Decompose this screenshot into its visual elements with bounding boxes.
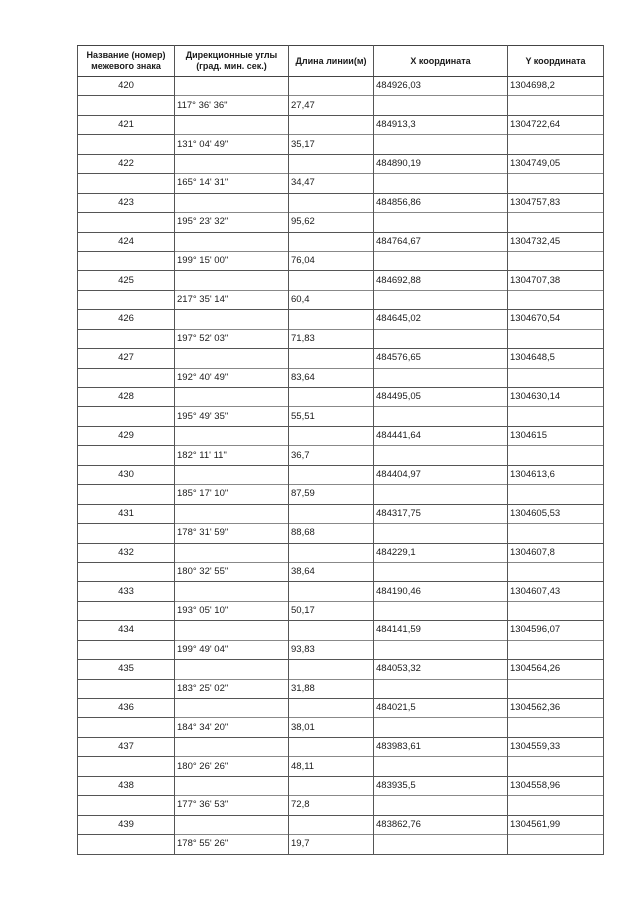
direction-angle: 131° 04' 49" bbox=[175, 135, 289, 154]
table-row bbox=[78, 601, 604, 620]
direction-angle: 177° 36' 53" bbox=[175, 796, 289, 815]
empty-cell bbox=[374, 718, 508, 737]
empty-cell bbox=[508, 796, 604, 815]
empty-cell bbox=[175, 154, 289, 173]
empty-cell bbox=[289, 543, 374, 562]
table-row bbox=[78, 737, 604, 756]
direction-angle: 117° 36' 36" bbox=[175, 96, 289, 115]
point-name: 434 bbox=[78, 621, 175, 640]
table-row bbox=[78, 524, 604, 543]
empty-cell bbox=[175, 543, 289, 562]
empty-cell bbox=[175, 271, 289, 290]
line-length: 93,83 bbox=[289, 640, 374, 659]
direction-angle: 180° 26' 26" bbox=[175, 757, 289, 776]
empty-cell bbox=[374, 407, 508, 426]
x-coordinate: 484404,97 bbox=[374, 465, 508, 484]
point-name: 437 bbox=[78, 737, 175, 756]
empty-cell bbox=[289, 737, 374, 756]
empty-cell bbox=[289, 154, 374, 173]
x-coordinate: 484692,88 bbox=[374, 271, 508, 290]
empty-cell bbox=[175, 232, 289, 251]
table-row bbox=[78, 135, 604, 154]
empty-cell bbox=[374, 290, 508, 309]
y-coordinate: 1304630,14 bbox=[508, 388, 604, 407]
point-name: 421 bbox=[78, 115, 175, 134]
empty-cell bbox=[175, 815, 289, 834]
empty-cell bbox=[175, 582, 289, 601]
point-name: 430 bbox=[78, 465, 175, 484]
line-length: 38,64 bbox=[289, 562, 374, 581]
empty-cell bbox=[78, 251, 175, 270]
x-coordinate: 484645,02 bbox=[374, 310, 508, 329]
y-coordinate: 1304698,2 bbox=[508, 77, 604, 96]
y-coordinate: 1304749,05 bbox=[508, 154, 604, 173]
x-coordinate: 484053,32 bbox=[374, 660, 508, 679]
table-row bbox=[78, 213, 604, 232]
empty-cell bbox=[175, 737, 289, 756]
table-header bbox=[78, 46, 604, 77]
direction-angle: 180° 32' 55" bbox=[175, 562, 289, 581]
table-row bbox=[78, 699, 604, 718]
line-length: 48,11 bbox=[289, 757, 374, 776]
table-row bbox=[78, 77, 604, 96]
point-name: 427 bbox=[78, 349, 175, 368]
y-coordinate: 1304558,96 bbox=[508, 776, 604, 795]
x-coordinate: 484764,67 bbox=[374, 232, 508, 251]
empty-cell bbox=[78, 446, 175, 465]
point-name: 433 bbox=[78, 582, 175, 601]
table-row bbox=[78, 154, 604, 173]
table-row bbox=[78, 251, 604, 270]
empty-cell bbox=[78, 757, 175, 776]
direction-angle: 199° 15' 00" bbox=[175, 251, 289, 270]
table-row bbox=[78, 465, 604, 484]
empty-cell bbox=[78, 601, 175, 620]
table-row bbox=[78, 446, 604, 465]
empty-cell bbox=[508, 213, 604, 232]
empty-cell bbox=[289, 582, 374, 601]
empty-cell bbox=[78, 562, 175, 581]
empty-cell bbox=[508, 640, 604, 659]
empty-cell bbox=[508, 679, 604, 698]
x-coordinate: 483983,61 bbox=[374, 737, 508, 756]
y-coordinate: 1304732,45 bbox=[508, 232, 604, 251]
x-coordinate: 483935,5 bbox=[374, 776, 508, 795]
empty-cell bbox=[175, 310, 289, 329]
header-length: Длина линии(м) bbox=[289, 46, 374, 77]
empty-cell bbox=[78, 485, 175, 504]
table-row bbox=[78, 835, 604, 854]
table-row bbox=[78, 679, 604, 698]
empty-cell bbox=[78, 174, 175, 193]
empty-cell bbox=[289, 465, 374, 484]
point-name: 429 bbox=[78, 426, 175, 445]
table-row bbox=[78, 349, 604, 368]
empty-cell bbox=[289, 271, 374, 290]
empty-cell bbox=[508, 601, 604, 620]
line-length: 50,17 bbox=[289, 601, 374, 620]
empty-cell bbox=[78, 835, 175, 854]
empty-cell bbox=[374, 640, 508, 659]
empty-cell bbox=[289, 193, 374, 212]
empty-cell bbox=[175, 504, 289, 523]
empty-cell bbox=[374, 368, 508, 387]
direction-angle: 178° 55' 26" bbox=[175, 835, 289, 854]
y-coordinate: 1304707,38 bbox=[508, 271, 604, 290]
empty-cell bbox=[175, 193, 289, 212]
empty-cell bbox=[374, 329, 508, 348]
y-coordinate: 1304615 bbox=[508, 426, 604, 445]
empty-cell bbox=[175, 388, 289, 407]
empty-cell bbox=[175, 426, 289, 445]
point-name: 431 bbox=[78, 504, 175, 523]
line-length: 34,47 bbox=[289, 174, 374, 193]
table-row bbox=[78, 329, 604, 348]
direction-angle: 183° 25' 02" bbox=[175, 679, 289, 698]
empty-cell bbox=[508, 96, 604, 115]
empty-cell bbox=[175, 660, 289, 679]
x-coordinate: 484021,5 bbox=[374, 699, 508, 718]
direction-angle: 195° 49' 35" bbox=[175, 407, 289, 426]
line-length: 27,47 bbox=[289, 96, 374, 115]
line-length: 87,59 bbox=[289, 485, 374, 504]
empty-cell bbox=[374, 562, 508, 581]
point-name: 422 bbox=[78, 154, 175, 173]
empty-cell bbox=[289, 77, 374, 96]
empty-cell bbox=[374, 485, 508, 504]
empty-cell bbox=[78, 329, 175, 348]
empty-cell bbox=[289, 660, 374, 679]
empty-cell bbox=[374, 796, 508, 815]
table-row bbox=[78, 776, 604, 795]
table-row bbox=[78, 562, 604, 581]
empty-cell bbox=[78, 796, 175, 815]
direction-angle: 184° 34' 20" bbox=[175, 718, 289, 737]
line-length: 88,68 bbox=[289, 524, 374, 543]
table-row bbox=[78, 310, 604, 329]
x-coordinate: 484141,59 bbox=[374, 621, 508, 640]
line-length: 36,7 bbox=[289, 446, 374, 465]
line-length: 60,4 bbox=[289, 290, 374, 309]
y-coordinate: 1304607,8 bbox=[508, 543, 604, 562]
empty-cell bbox=[374, 174, 508, 193]
empty-cell bbox=[374, 446, 508, 465]
table-row bbox=[78, 796, 604, 815]
point-name: 423 bbox=[78, 193, 175, 212]
direction-angle: 192° 40' 49" bbox=[175, 368, 289, 387]
empty-cell bbox=[289, 388, 374, 407]
empty-cell bbox=[289, 349, 374, 368]
empty-cell bbox=[374, 213, 508, 232]
table-row bbox=[78, 174, 604, 193]
header-angle: Дирекционные углы (град. мин. сек.) bbox=[175, 46, 289, 77]
point-name: 424 bbox=[78, 232, 175, 251]
header-x: X координата bbox=[374, 46, 508, 77]
point-name: 435 bbox=[78, 660, 175, 679]
empty-cell bbox=[508, 718, 604, 737]
line-length: 76,04 bbox=[289, 251, 374, 270]
empty-cell bbox=[508, 329, 604, 348]
table-row bbox=[78, 757, 604, 776]
y-coordinate: 1304605,53 bbox=[508, 504, 604, 523]
empty-cell bbox=[289, 504, 374, 523]
empty-cell bbox=[78, 213, 175, 232]
empty-cell bbox=[374, 601, 508, 620]
y-coordinate: 1304722,64 bbox=[508, 115, 604, 134]
y-coordinate: 1304670,54 bbox=[508, 310, 604, 329]
empty-cell bbox=[175, 699, 289, 718]
boundary-coordinates-table bbox=[77, 45, 604, 855]
line-length: 35,17 bbox=[289, 135, 374, 154]
empty-cell bbox=[508, 368, 604, 387]
y-coordinate: 1304757,83 bbox=[508, 193, 604, 212]
empty-cell bbox=[289, 699, 374, 718]
table-row bbox=[78, 485, 604, 504]
point-name: 428 bbox=[78, 388, 175, 407]
direction-angle: 197° 52' 03" bbox=[175, 329, 289, 348]
table-row bbox=[78, 426, 604, 445]
x-coordinate: 484913,3 bbox=[374, 115, 508, 134]
empty-cell bbox=[289, 621, 374, 640]
empty-cell bbox=[78, 640, 175, 659]
table-row bbox=[78, 407, 604, 426]
line-length: 55,51 bbox=[289, 407, 374, 426]
empty-cell bbox=[78, 135, 175, 154]
table-row bbox=[78, 232, 604, 251]
line-length: 83,64 bbox=[289, 368, 374, 387]
empty-cell bbox=[508, 562, 604, 581]
line-length: 95,62 bbox=[289, 213, 374, 232]
point-name: 432 bbox=[78, 543, 175, 562]
point-name: 439 bbox=[78, 815, 175, 834]
empty-cell bbox=[508, 446, 604, 465]
table-row bbox=[78, 504, 604, 523]
empty-cell bbox=[78, 368, 175, 387]
empty-cell bbox=[508, 174, 604, 193]
direction-angle: 199° 49' 04" bbox=[175, 640, 289, 659]
table-row bbox=[78, 115, 604, 134]
point-name: 420 bbox=[78, 77, 175, 96]
direction-angle: 193° 05' 10" bbox=[175, 601, 289, 620]
empty-cell bbox=[78, 718, 175, 737]
line-length: 72,8 bbox=[289, 796, 374, 815]
x-coordinate: 484926,03 bbox=[374, 77, 508, 96]
empty-cell bbox=[374, 524, 508, 543]
point-name: 425 bbox=[78, 271, 175, 290]
table-row bbox=[78, 271, 604, 290]
x-coordinate: 484856,86 bbox=[374, 193, 508, 212]
table-row bbox=[78, 193, 604, 212]
table-row bbox=[78, 660, 604, 679]
y-coordinate: 1304613,6 bbox=[508, 465, 604, 484]
empty-cell bbox=[78, 407, 175, 426]
empty-cell bbox=[289, 310, 374, 329]
header-y: Y координата bbox=[508, 46, 604, 77]
empty-cell bbox=[374, 679, 508, 698]
direction-angle: 217° 35' 14" bbox=[175, 290, 289, 309]
table-row bbox=[78, 582, 604, 601]
empty-cell bbox=[374, 135, 508, 154]
y-coordinate: 1304561,99 bbox=[508, 815, 604, 834]
table-row bbox=[78, 290, 604, 309]
direction-angle: 178° 31' 59" bbox=[175, 524, 289, 543]
header-name: Название (номер) межевого знака bbox=[78, 46, 175, 77]
x-coordinate: 484495,05 bbox=[374, 388, 508, 407]
empty-cell bbox=[289, 115, 374, 134]
table-row bbox=[78, 96, 604, 115]
point-name: 436 bbox=[78, 699, 175, 718]
empty-cell bbox=[175, 349, 289, 368]
empty-cell bbox=[78, 96, 175, 115]
empty-cell bbox=[78, 524, 175, 543]
empty-cell bbox=[374, 96, 508, 115]
table-row bbox=[78, 388, 604, 407]
x-coordinate: 484229,1 bbox=[374, 543, 508, 562]
table-row bbox=[78, 368, 604, 387]
empty-cell bbox=[78, 679, 175, 698]
empty-cell bbox=[508, 757, 604, 776]
point-name: 438 bbox=[78, 776, 175, 795]
direction-angle: 165° 14' 31" bbox=[175, 174, 289, 193]
y-coordinate: 1304648,5 bbox=[508, 349, 604, 368]
empty-cell bbox=[175, 465, 289, 484]
empty-cell bbox=[508, 407, 604, 426]
table-row bbox=[78, 640, 604, 659]
table-body bbox=[78, 77, 604, 855]
empty-cell bbox=[289, 426, 374, 445]
x-coordinate: 484190,46 bbox=[374, 582, 508, 601]
x-coordinate: 484317,75 bbox=[374, 504, 508, 523]
empty-cell bbox=[508, 290, 604, 309]
y-coordinate: 1304596,07 bbox=[508, 621, 604, 640]
empty-cell bbox=[175, 776, 289, 795]
empty-cell bbox=[289, 776, 374, 795]
empty-cell bbox=[508, 251, 604, 270]
empty-cell bbox=[175, 621, 289, 640]
table-row bbox=[78, 621, 604, 640]
line-length: 71,83 bbox=[289, 329, 374, 348]
x-coordinate: 484441,64 bbox=[374, 426, 508, 445]
table-row bbox=[78, 815, 604, 834]
empty-cell bbox=[374, 757, 508, 776]
empty-cell bbox=[508, 485, 604, 504]
y-coordinate: 1304607,43 bbox=[508, 582, 604, 601]
line-length: 31,88 bbox=[289, 679, 374, 698]
table-row bbox=[78, 718, 604, 737]
point-name: 426 bbox=[78, 310, 175, 329]
empty-cell bbox=[175, 77, 289, 96]
empty-cell bbox=[374, 835, 508, 854]
empty-cell bbox=[175, 115, 289, 134]
y-coordinate: 1304564,26 bbox=[508, 660, 604, 679]
line-length: 38,01 bbox=[289, 718, 374, 737]
empty-cell bbox=[508, 524, 604, 543]
empty-cell bbox=[374, 251, 508, 270]
x-coordinate: 484576,65 bbox=[374, 349, 508, 368]
direction-angle: 195° 23' 32" bbox=[175, 213, 289, 232]
empty-cell bbox=[508, 835, 604, 854]
empty-cell bbox=[289, 232, 374, 251]
direction-angle: 185° 17' 10" bbox=[175, 485, 289, 504]
x-coordinate: 483862,76 bbox=[374, 815, 508, 834]
line-length: 19,7 bbox=[289, 835, 374, 854]
empty-cell bbox=[289, 815, 374, 834]
table-row bbox=[78, 543, 604, 562]
empty-cell bbox=[78, 290, 175, 309]
empty-cell bbox=[508, 135, 604, 154]
y-coordinate: 1304562,36 bbox=[508, 699, 604, 718]
y-coordinate: 1304559,33 bbox=[508, 737, 604, 756]
x-coordinate: 484890,19 bbox=[374, 154, 508, 173]
direction-angle: 182° 11' 11" bbox=[175, 446, 289, 465]
